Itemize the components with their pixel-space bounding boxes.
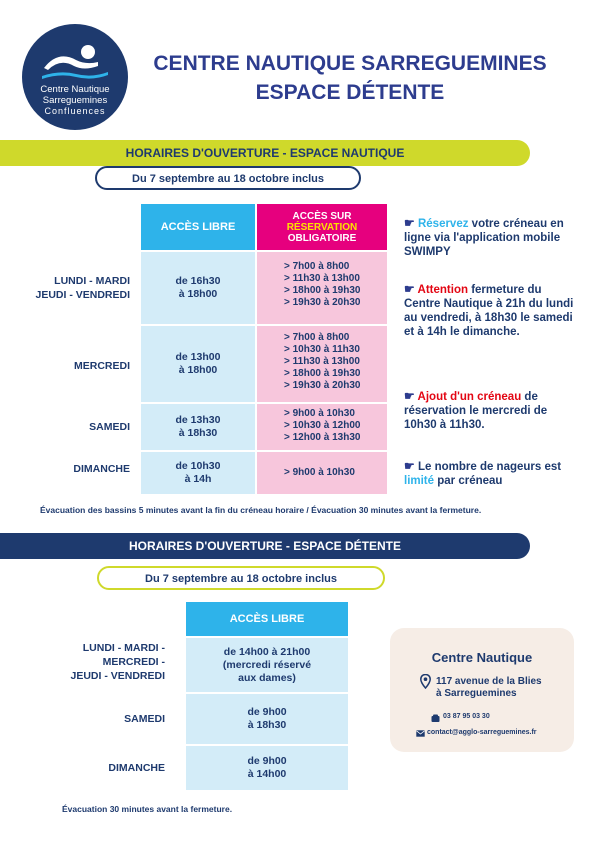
day-label [0, 712, 165, 726]
detente-section-bar: HORAIRES D'OUVERTURE - ESPACE DÉTENTE [0, 533, 530, 559]
slot: > 12h00 à 13h30 [284, 432, 361, 443]
day-label [0, 761, 165, 775]
slot: > 11h30 à 13h00 [284, 273, 360, 284]
slots-cell [257, 452, 387, 494]
logo-line1: Centre Nautique [40, 84, 110, 95]
hours-line: à 18h30 [247, 719, 287, 731]
libre-line: à 14h [184, 473, 212, 485]
nautique-period: Du 7 septembre au 18 octobre inclus [95, 166, 361, 190]
slots-cell [257, 252, 387, 324]
libre-cell [141, 404, 255, 450]
libre-cell [141, 326, 255, 402]
libre-cell [141, 252, 255, 324]
libre-line: de 10h30 [175, 460, 221, 472]
day-line: JEUDI - VENDREDI [70, 670, 165, 682]
slot: > 10h30 à 11h30 [284, 344, 360, 355]
note-highlight: Ajout d'un créneau [417, 391, 522, 403]
hours-line: (mercredi réservé [222, 658, 312, 671]
day-label [0, 641, 165, 683]
pointing-hand-icon: ☛ [404, 389, 415, 403]
day-line: MERCREDI [73, 360, 130, 372]
note-attention [404, 282, 574, 339]
contact-title: Centre Nautique [431, 650, 533, 665]
note-text: votre créneau en ligne via l'application mobile SWIMPY [404, 218, 564, 258]
day-label [0, 420, 130, 434]
swimmer-icon [40, 38, 110, 82]
hours-line: de 14h00 à 21h00 [223, 645, 311, 658]
day-line: SAMEDI [89, 421, 130, 433]
slot: > 11h30 à 13h00 [284, 356, 360, 367]
slot: > 19h30 à 20h30 [284, 297, 361, 308]
page-title: CENTRE NAUTIQUE SARREGUEMINES [153, 52, 547, 75]
hours-line: aux dames) [238, 671, 296, 684]
note-text: par créneau [434, 475, 503, 487]
hours-line: à 14h00 [247, 768, 287, 780]
note-ajout [404, 389, 574, 432]
hours-line: de 9h00 [247, 755, 287, 767]
logo-line2: Sarreguemines [42, 95, 108, 106]
note-text: Le nombre de nageurs est [414, 461, 562, 473]
note-highlight: Attention [417, 284, 469, 296]
libre-line: de 13h00 [175, 351, 221, 363]
nautique-header-libre: ACCÈS LIBRE [141, 204, 255, 250]
slots-cell [257, 404, 387, 450]
slot: > 7h00 à 8h00 [284, 332, 350, 343]
libre-line: à 18h00 [178, 288, 218, 300]
day-line: LUNDI - MARDI [54, 275, 130, 287]
day-line: SAMEDI [124, 713, 165, 725]
location-pin-icon [420, 674, 431, 689]
day-label [0, 274, 130, 302]
libre-cell [141, 452, 255, 494]
nautique-footnote: Évacuation des bassins 5 minutes avant la fin du créneau horaire / Évacuation 30 minutes avant la fermeture. [40, 505, 482, 515]
detente-header-libre: ACCÈS LIBRE [186, 602, 348, 636]
slot: > 10h30 à 12h00 [284, 420, 361, 431]
page-subtitle: ESPACE DÉTENTE [255, 81, 445, 104]
logo-line3: Confluences [44, 106, 106, 116]
slot: > 9h00 à 10h30 [284, 467, 355, 478]
slot: > 7h00 à 8h00 [284, 261, 350, 272]
day-label [0, 462, 130, 476]
day-line: DIMANCHE [108, 762, 165, 774]
libre-line: à 18h30 [178, 427, 218, 439]
detente-period: Du 7 septembre au 18 octobre inclus [97, 566, 385, 590]
libre-line: de 16h30 [175, 275, 221, 287]
detente-hours-cell [186, 638, 348, 692]
contact-card [390, 628, 574, 752]
note-reserve [404, 216, 574, 259]
note-text: de réservation le mercredi de 10h30 à 11h30. [404, 391, 548, 431]
contact-phone[interactable]: 03 87 95 03 30 [443, 713, 490, 720]
header-res-line3: OBLIGATOIRE [287, 232, 357, 244]
phone-icon [431, 714, 440, 723]
detente-hours-cell [186, 694, 348, 744]
header-res-line2: RÉSERVATION [286, 221, 358, 233]
day-line: DIMANCHE [73, 463, 130, 475]
note-text: fermeture du Centre Nautique à 21h du lundi au vendredi, à 18h30 le samedi et à 14h le dimanche. [404, 284, 574, 338]
slot: > 19h30 à 20h30 [284, 380, 361, 391]
logo [22, 24, 128, 130]
note-limite [404, 459, 574, 488]
libre-line: à 18h00 [178, 364, 218, 376]
contact-address-line2: à Sarreguemines [436, 688, 517, 699]
mail-icon [416, 730, 425, 737]
nautique-header-reservation [257, 204, 387, 250]
note-highlight: limité [404, 475, 435, 487]
day-line: MERCREDI - [102, 656, 165, 668]
day-label [0, 359, 130, 373]
contact-address-line1: 117 avenue de la Blies [436, 676, 542, 687]
detente-hours-cell [186, 746, 348, 790]
slot: > 18h00 à 19h30 [284, 285, 361, 296]
pointing-hand-icon: ☛ [404, 459, 415, 473]
slots-cell [257, 326, 387, 402]
pointing-hand-icon: ☛ [404, 216, 415, 230]
note-highlight: Réservez [417, 218, 469, 230]
slot: > 18h00 à 19h30 [284, 368, 361, 379]
detente-footnote: Évacuation 30 minutes avant la fermeture. [62, 804, 233, 814]
slot: > 9h00 à 10h30 [284, 408, 355, 419]
header-res-line1: ACCÈS SUR [292, 210, 352, 222]
pointing-hand-icon: ☛ [404, 282, 415, 296]
day-line: LUNDI - MARDI - [82, 642, 165, 654]
contact-email[interactable]: contact@agglo-sarreguemines.fr [427, 729, 537, 736]
day-line: JEUDI - VENDREDI [35, 289, 130, 301]
libre-line: de 13h30 [175, 414, 221, 426]
nautique-section-bar: HORAIRES D'OUVERTURE - ESPACE NAUTIQUE [0, 140, 530, 166]
hours-line: de 9h00 [247, 706, 287, 718]
